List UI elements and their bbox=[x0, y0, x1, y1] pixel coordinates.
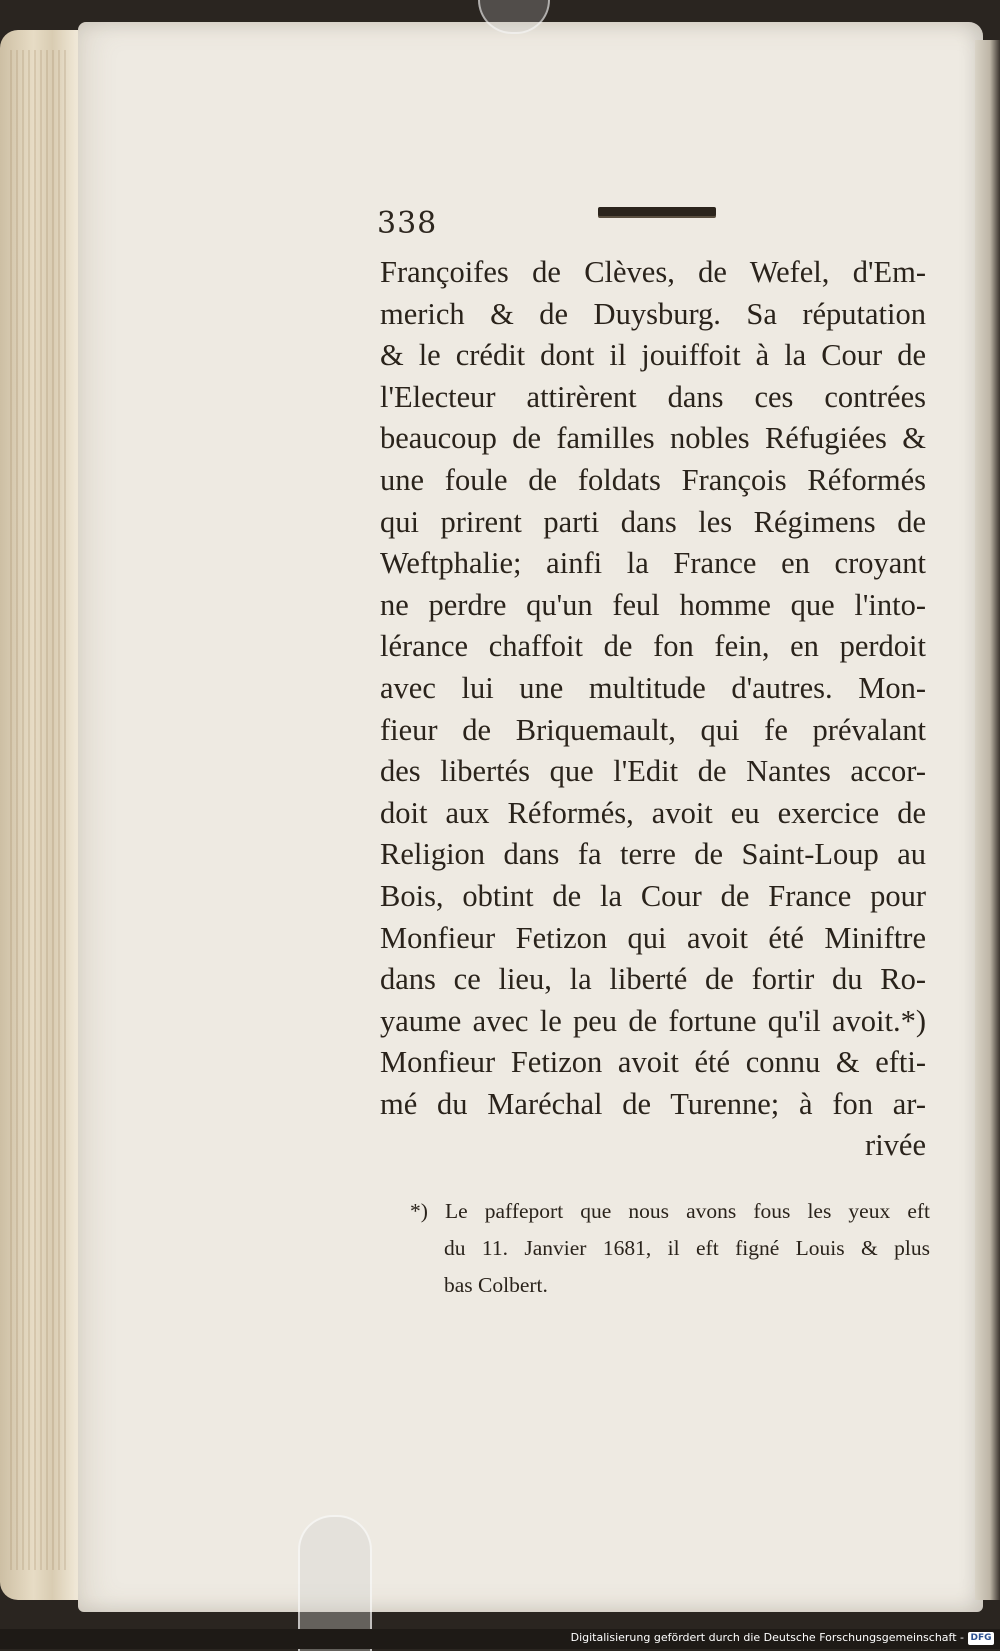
body-line: avec lui une multitude d'autres. Mon- bbox=[380, 670, 926, 705]
header-rule bbox=[598, 207, 716, 216]
body-line: & le crédit dont il jouiffoit à la Cour de bbox=[380, 338, 926, 373]
body-line: Monfieur Fetizon avoit été connu & efti- bbox=[380, 1045, 926, 1080]
footnote-line: du 11. Janvier 1681, il eft figné Louis & plus bbox=[444, 1236, 930, 1260]
body-line: merich & de Duysburg. Sa réputation bbox=[380, 296, 926, 331]
body-line: mé du Maréchal de Turenne; à fon ar- bbox=[380, 1086, 926, 1121]
body-line: dans ce lieu, la liberté de fortir du Ro- bbox=[380, 962, 926, 997]
footnote bbox=[410, 1193, 930, 1304]
body-line: doit aux Réformés, avoit eu exercice de bbox=[380, 795, 926, 830]
body-line: lérance chaffoit de fon fein, en perdoit bbox=[380, 629, 926, 664]
page-right-rim bbox=[975, 40, 1000, 1600]
body-line: yaume avec le peu de fortune qu'il avoit.*) bbox=[380, 1003, 926, 1038]
footnote-line: *) Le paffeport que nous avons fous les yeux eft bbox=[410, 1199, 930, 1223]
body-line: des libertés que l'Edit de Nantes accor- bbox=[380, 754, 926, 789]
body-line: Religion dans fa terre de Saint-Loup au bbox=[380, 837, 926, 872]
body-line: ne perdre qu'un feul homme que l'into- bbox=[380, 587, 926, 622]
body-line: beaucoup de familles nobles Réfugiées & bbox=[380, 421, 926, 456]
body-line: l'Electeur attirèrent dans ces contrées bbox=[380, 379, 926, 414]
body-line: Monfieur Fetizon qui avoit été Miniftre bbox=[380, 920, 926, 955]
body-line: Françoifes de Clèves, de Wefel, d'Em- bbox=[380, 255, 926, 289]
body-text bbox=[380, 252, 926, 1167]
body-line: fieur de Briquemault, qui fe prévalant bbox=[380, 712, 926, 747]
body-line: une foule de foldats François Réformés bbox=[380, 462, 926, 497]
footnote-line: bas Colbert. bbox=[444, 1273, 548, 1297]
page-number: 338 bbox=[377, 206, 438, 241]
funding-credit: Digitalisierung gefördert durch die Deutsche Forschungsgemeinschaft - bbox=[570, 1631, 964, 1644]
body-line: Bois, obtint de la Cour de France pour bbox=[380, 878, 926, 913]
dfg-logo: DFG bbox=[968, 1632, 994, 1645]
body-line: Weftphalie; ainfi la France en croyant bbox=[380, 546, 926, 581]
body-line: qui prirent parti dans les Régimens de bbox=[380, 504, 926, 539]
catchword: rivée bbox=[865, 1128, 926, 1163]
